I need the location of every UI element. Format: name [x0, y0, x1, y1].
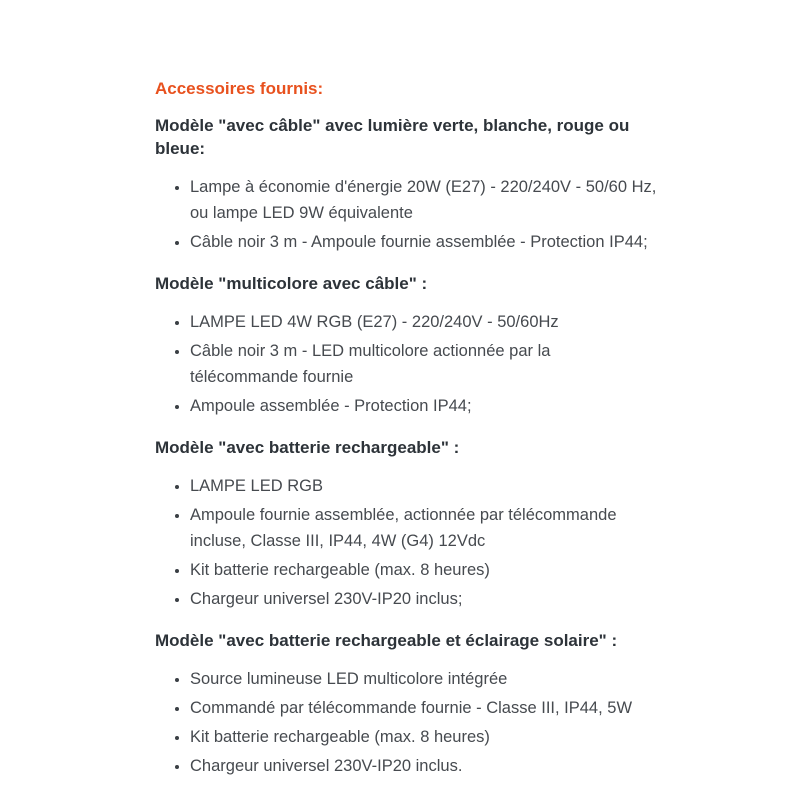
model-section	[155, 114, 663, 255]
section-heading: Modèle "avec batterie rechargeable" :	[155, 438, 460, 457]
section-heading: Modèle "avec câble" avec lumière verte, blanche, rouge ou bleue:	[155, 116, 630, 158]
bullet-list	[155, 666, 663, 779]
bullet-item: • Chargeur universel 230V-IP20 inclus;	[190, 586, 663, 612]
model-sections	[155, 114, 663, 779]
bullet-item: • Lampe à économie d'énergie 20W (E27) - 220/240V - 50/60 Hz, ou lampe LED 9W équivalente	[190, 174, 663, 226]
bullet-item: • Source lumineuse LED multicolore intégrée	[190, 666, 663, 692]
bullet-item: • Câble noir 3 m - Ampoule fournie assemblée - Protection IP44;	[190, 229, 663, 255]
bullet-item: • Kit batterie rechargeable (max. 8 heures)	[190, 724, 663, 750]
bullet-item: • LAMPE LED RGB	[190, 473, 663, 499]
accessories-heading: Accessoires fournis:	[155, 79, 324, 98]
bullet-item: • Ampoule fournie assemblée, actionnée par télécommande incluse, Classe III, IP44, 4W (G4) 12Vdc	[190, 502, 663, 554]
section-heading: Modèle "multicolore avec câble" :	[155, 274, 428, 293]
model-section	[155, 436, 663, 612]
product-description	[155, 77, 663, 796]
bullet-list	[155, 174, 663, 255]
bullet-item: • Chargeur universel 230V-IP20 inclus.	[190, 753, 663, 779]
bullet-item: • LAMPE LED 4W RGB (E27) - 220/240V - 50/60Hz	[190, 309, 663, 335]
model-section	[155, 629, 663, 779]
section-heading: Modèle "avec batterie rechargeable et éclairage solaire" :	[155, 631, 618, 650]
bullet-list	[155, 309, 663, 419]
bullet-item: • Commandé par télécommande fournie - Classe III, IP44, 5W	[190, 695, 663, 721]
bullet-item: • Kit batterie rechargeable (max. 8 heures)	[190, 557, 663, 583]
bullet-item: • Câble noir 3 m - LED multicolore actionnée par la télécommande fournie	[190, 338, 663, 390]
bullet-list	[155, 473, 663, 612]
model-section	[155, 272, 663, 419]
bullet-item: • Ampoule assemblée - Protection IP44;	[190, 393, 663, 419]
